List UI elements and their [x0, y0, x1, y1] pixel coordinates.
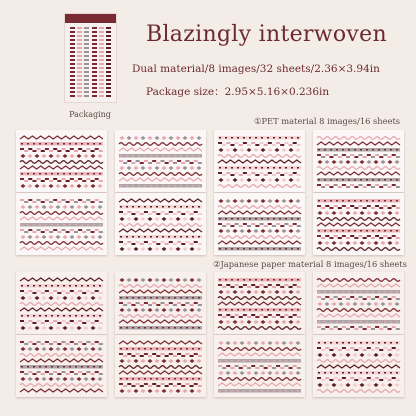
border-strip — [119, 229, 202, 232]
border-strip — [119, 143, 202, 146]
paper-sheet-7 — [214, 335, 305, 397]
border-strip — [119, 371, 202, 374]
border-strip — [119, 178, 202, 181]
border-strip — [218, 236, 301, 239]
pet-sheet-2 — [115, 130, 206, 192]
paper-sheet-2 — [115, 272, 206, 334]
border-strip — [20, 314, 103, 318]
border-strip — [21, 154, 103, 158]
border-strip — [317, 205, 400, 209]
border-strip — [317, 199, 400, 203]
border-strip — [218, 314, 301, 318]
border-strip — [20, 284, 103, 288]
border-strip — [317, 314, 400, 317]
border-strip — [317, 390, 400, 393]
border-strip — [120, 217, 202, 221]
border-strip — [20, 303, 103, 306]
border-strip — [317, 365, 400, 368]
border-strip — [317, 229, 400, 233]
border-sticker-sheet-icon — [313, 130, 404, 192]
border-strip — [317, 296, 400, 300]
packaging-stripes — [70, 27, 111, 98]
border-sticker-sheet-icon — [115, 335, 206, 397]
border-strip — [218, 365, 301, 369]
border-strip — [317, 223, 400, 226]
border-strip — [317, 360, 400, 363]
border-strip — [20, 148, 103, 152]
border-strip — [119, 154, 202, 158]
border-strip — [20, 172, 103, 176]
border-strip — [20, 178, 103, 182]
border-strip — [20, 371, 103, 375]
border-strip — [218, 206, 301, 209]
border-strip — [20, 365, 103, 369]
paper-section-label: ②Japanese paper material 8 images/16 sheets — [213, 259, 407, 269]
border-strip — [317, 284, 400, 287]
border-strip — [218, 142, 301, 146]
border-strip — [119, 173, 202, 176]
border-strip — [120, 278, 202, 282]
border-sticker-sheet-icon — [214, 130, 305, 192]
border-strip — [119, 211, 202, 215]
border-strip — [318, 211, 400, 215]
border-strip — [120, 247, 202, 251]
paper-sheet-4 — [313, 272, 404, 334]
border-strip — [119, 290, 202, 293]
border-strip — [120, 389, 202, 393]
border-strip — [120, 166, 202, 170]
border-strip — [120, 136, 202, 140]
pet-sheet-7 — [214, 193, 305, 255]
border-strip — [20, 389, 103, 392]
border-strip — [119, 347, 202, 351]
border-strip — [318, 160, 400, 164]
border-strip — [20, 229, 103, 233]
border-strip — [119, 302, 202, 306]
border-sticker-sheet-icon — [214, 272, 305, 334]
packaging-stripe — [92, 27, 97, 98]
border-strip — [317, 137, 400, 140]
border-strip — [218, 136, 301, 140]
border-strip — [218, 211, 301, 214]
border-strip — [317, 347, 400, 351]
border-strip — [317, 178, 400, 182]
packaging-stripe — [106, 27, 111, 98]
paper-sheet-6 — [115, 335, 206, 397]
border-strip — [20, 278, 103, 281]
border-strip — [20, 290, 103, 294]
border-strip — [219, 290, 301, 294]
border-strip — [20, 247, 103, 250]
package-size-line: Package size：2.95×5.16×0.236in — [146, 86, 330, 98]
border-strip — [218, 348, 301, 351]
border-strip — [218, 353, 301, 356]
border-strip — [119, 241, 202, 245]
border-strip — [21, 326, 103, 330]
border-strip — [20, 223, 103, 227]
border-strip — [219, 148, 301, 152]
border-strip — [317, 341, 400, 345]
border-strip — [317, 320, 400, 324]
border-strip — [219, 178, 301, 182]
packaging-header-band — [65, 14, 116, 23]
border-strip — [20, 320, 103, 324]
pet-sheet-6 — [115, 193, 206, 255]
border-strip — [219, 229, 301, 233]
border-strip — [218, 247, 301, 251]
border-strip — [218, 223, 301, 227]
paper-sheet-3 — [214, 272, 305, 334]
spec-line: Dual material/8 images/32 sheets/2.36×3.94in — [132, 63, 380, 75]
border-strip — [21, 296, 103, 300]
border-strip — [218, 359, 301, 363]
border-strip — [20, 217, 103, 220]
border-strip — [119, 383, 202, 387]
paper-sheet-5 — [16, 335, 107, 397]
border-sticker-sheet-icon — [313, 335, 404, 397]
pet-sheet-5 — [16, 193, 107, 255]
border-strip — [218, 172, 301, 176]
border-strip — [218, 155, 301, 158]
border-strip — [20, 161, 103, 164]
border-strip — [21, 184, 103, 188]
border-strip — [119, 326, 202, 330]
border-strip — [21, 347, 103, 351]
border-strip — [317, 326, 400, 330]
border-sticker-sheet-icon — [313, 193, 404, 255]
border-strip — [119, 235, 202, 239]
border-strip — [218, 284, 301, 288]
border-strip — [20, 199, 103, 203]
border-strip — [20, 212, 103, 215]
border-strip — [318, 353, 400, 357]
border-strip — [119, 320, 202, 323]
border-strip — [20, 142, 103, 146]
border-sticker-sheet-icon — [115, 272, 206, 334]
border-strip — [21, 205, 103, 209]
border-strip — [119, 224, 202, 227]
border-strip — [317, 235, 400, 239]
border-strip — [20, 341, 103, 345]
border-strip — [119, 366, 202, 369]
border-sticker-sheet-icon — [115, 193, 206, 255]
border-strip — [119, 377, 202, 381]
border-strip — [20, 166, 103, 169]
border-strip — [120, 359, 202, 363]
border-strip — [119, 205, 202, 209]
border-strip — [317, 154, 400, 158]
border-strip — [219, 320, 301, 324]
border-strip — [120, 308, 202, 312]
border-strip — [218, 389, 301, 393]
border-sticker-sheet-icon — [214, 193, 305, 255]
packaging-image — [64, 13, 117, 103]
border-strip — [219, 341, 301, 345]
border-strip — [317, 371, 400, 375]
border-strip — [317, 142, 400, 145]
border-strip — [218, 185, 301, 188]
border-strip — [119, 184, 202, 188]
border-strip — [20, 136, 103, 139]
border-strip — [218, 327, 301, 330]
border-strip — [119, 341, 202, 344]
border-strip — [119, 296, 202, 300]
border-sticker-sheet-icon — [214, 335, 305, 397]
packaging-stripe — [77, 27, 82, 98]
border-strip — [317, 172, 400, 175]
border-strip — [20, 354, 103, 357]
border-strip — [119, 148, 202, 151]
border-sticker-sheet-icon — [16, 130, 107, 192]
border-strip — [318, 302, 400, 306]
border-strip — [317, 290, 400, 294]
pet-sheet-8 — [313, 193, 404, 255]
border-strip — [318, 241, 400, 245]
pet-sheet-4 — [313, 130, 404, 192]
border-strip — [119, 353, 202, 357]
border-strip — [219, 371, 301, 375]
packaging-stripe — [70, 27, 75, 98]
border-strip — [119, 199, 202, 202]
border-strip — [318, 383, 400, 387]
border-strip — [119, 160, 202, 164]
packaging-label: Packaging — [69, 110, 111, 119]
border-strip — [218, 166, 301, 170]
border-strip — [119, 285, 202, 288]
packaging-stripe — [99, 27, 104, 98]
border-strip — [21, 235, 103, 239]
border-strip — [317, 309, 400, 312]
paper-sheet-8 — [313, 335, 404, 397]
border-strip — [119, 315, 202, 318]
pet-sheet-1 — [16, 130, 107, 192]
border-sticker-sheet-icon — [115, 130, 206, 192]
border-strip — [317, 218, 400, 221]
border-strip — [317, 377, 400, 381]
border-strip — [218, 241, 301, 244]
border-strip — [218, 217, 301, 221]
product-title: Blazingly interwoven — [146, 22, 387, 47]
border-sticker-sheet-icon — [16, 335, 107, 397]
border-strip — [21, 377, 103, 381]
border-strip — [218, 308, 301, 312]
border-strip — [20, 359, 103, 362]
border-strip — [218, 383, 301, 386]
border-strip — [20, 242, 103, 245]
pet-sheet-3 — [214, 130, 305, 192]
pet-section-label: ①PET material 8 images/16 sheets — [254, 116, 401, 126]
border-strip — [317, 279, 400, 282]
border-sticker-sheet-icon — [313, 272, 404, 334]
border-strip — [317, 184, 400, 188]
border-strip — [317, 248, 400, 251]
paper-sheet-1 — [16, 272, 107, 334]
border-sticker-sheet-icon — [16, 193, 107, 255]
packaging-stripe — [84, 27, 89, 98]
border-strip — [317, 167, 400, 170]
border-sticker-sheet-icon — [16, 272, 107, 334]
border-strip — [20, 384, 103, 387]
border-strip — [218, 378, 301, 381]
border-strip — [218, 160, 301, 163]
border-strip — [218, 302, 301, 305]
border-strip — [218, 278, 301, 282]
border-strip — [219, 199, 301, 203]
border-strip — [20, 308, 103, 311]
border-strip — [218, 297, 301, 300]
border-strip — [317, 148, 400, 152]
